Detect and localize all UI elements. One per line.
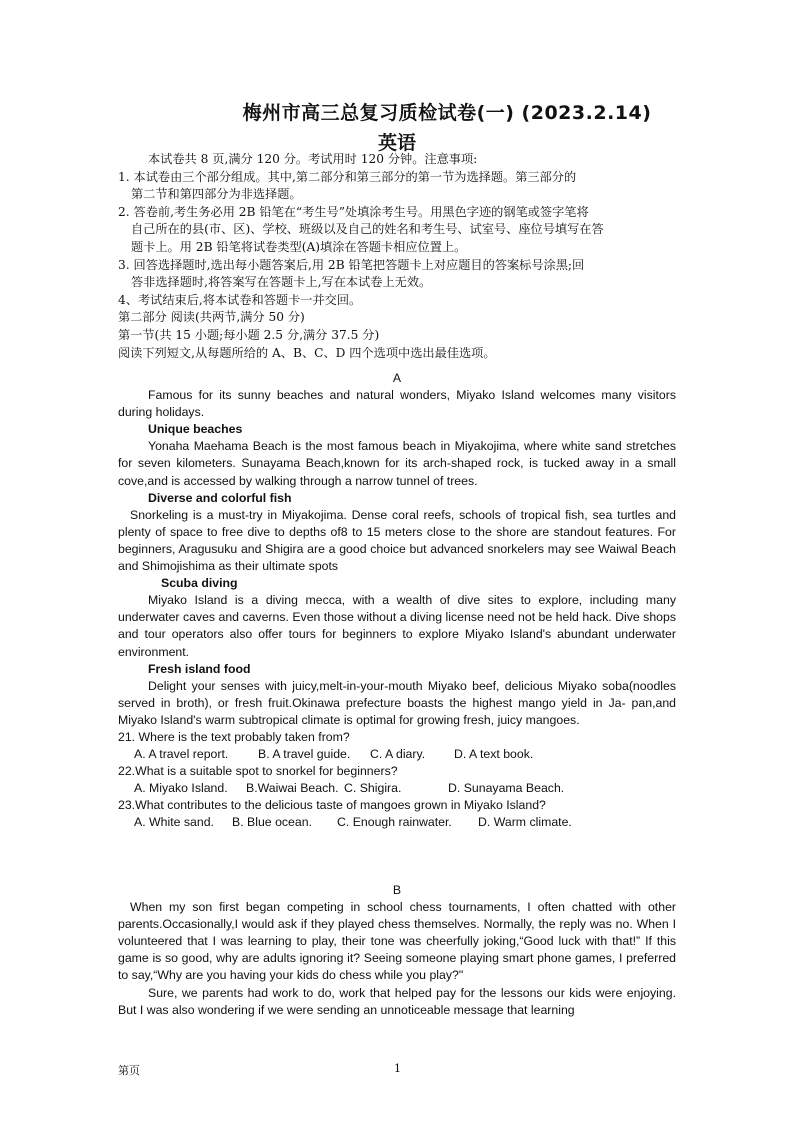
passage-label-b: B	[392, 883, 402, 897]
instruction-item-3-cont: 答非选择题时,将答案写在答题卡上,写在本试卷上无效。	[131, 275, 432, 290]
question-22-options	[118, 780, 676, 797]
instruction-item-2-cont2: 题卡上。用 2B 铅笔将试卷类型(A)填涂在答题卡相应位置上。	[131, 239, 467, 254]
footer-label: 第页	[118, 1064, 140, 1077]
option: A. White sand.	[134, 815, 214, 830]
reading-directions: 阅读下列短文,从每题所给的 A、B、C、D 四个选项中选出最佳选项。	[118, 345, 496, 360]
option: B. Blue ocean.	[232, 815, 312, 830]
passage-label-a: A	[392, 371, 402, 385]
passage-b-paragraph-1: When my son first began competing in school chess tournaments, I often chatted with other parents.Occasionally,I would ask if they played chess themselves. Normally, the reply was no. When I volunteered that I was learning to play, their tone was cheerfully joking,“Good luck with that!” If this game is so good, why are adults ignoring it? Seeing someone playing smart phone games, I preferred to say,“Why are you having your kids do chess while you play?"	[118, 900, 676, 983]
instruction-item-1-cont: 第二节和第四部分为非选择题。	[131, 187, 302, 202]
option: A. A travel report.	[134, 747, 229, 762]
instruction-item-3: 3. 回答选择题时,选出每小题答案后,用 2B 铅笔把答题卡上对应题目的答案标号涂黑;回	[118, 257, 585, 272]
instructions-intro: 本试卷共 8 页,满分 120 分。考试用时 120 分钟。注意事项:	[148, 152, 478, 166]
section-heading-diving: Scuba diving	[161, 576, 238, 591]
paragraph-fish: Snorkeling is a must-try in Miyakojima. Dense coral reefs, schools of tropical fish, sea turtles and plenty of space to free dive to depths of8 to 15 meters close to the shore are standout features. For beginners, Aragusuku and Shigira are a good choice but advanced snorkelers may see Waiwal Beach and Shimojishima as their ultimate spots	[118, 507, 676, 574]
paragraph-diving: Miyako Island is a diving mecca, with a wealth of dive sites to explore, including many underwater caves and caverns. Even those without a diving license need not be held hack. Dive shops and tour operators also offer tours for beginners to explore Miyako Island's abundant underwater environment.	[118, 593, 676, 659]
option: B.Waiwai Beach.	[246, 781, 339, 796]
option: D. A text book.	[454, 747, 534, 762]
option: C. A diary.	[370, 747, 426, 762]
option: C. Shigira.	[344, 781, 402, 796]
option: C. Enough rainwater.	[337, 815, 452, 830]
option: B. A travel guide.	[258, 747, 351, 762]
paragraph-beaches: Yonaha Maehama Beach is the most famous beach in Miyakojima, where white sand stretches for seven kilometers. Sunayama Beach,known for its arch-shaped rock, is tucked away in a small cove,and is accessed by walking through a narrow tunnel of trees.	[118, 439, 676, 488]
instruction-item-2-cont: 自己所在的县(市、区)、学校、班级以及自己的姓名和考生号、试室号、座位号填写在答	[131, 222, 604, 237]
question-23: 23.What contributes to the delicious taste of mangoes grown in Miyako Island?	[118, 798, 546, 813]
passage-a	[118, 370, 676, 832]
passage-b-paragraph-2: Sure, we parents had work to do, work that helped pay for the lessons our kids were enjoying. But I was also wondering if we were sending an unnoticeable message that learning	[118, 985, 676, 1017]
page-number: 1	[394, 1062, 401, 1075]
section-heading: 第一节(共 15 小题;每小题 2.5 分,满分 37.5 分)	[118, 327, 380, 342]
question-21: 21. Where is the text probably taken from?	[118, 729, 350, 744]
passage-a-intro: Famous for its sunny beaches and natural wonders, Miyako Island welcomes many visitors during holidays.	[118, 388, 676, 420]
section-heading-food: Fresh island food	[148, 661, 251, 676]
passage-b	[118, 882, 676, 1019]
instruction-item-2: 2. 答卷前,考生务必用 2B 铅笔在“考生号”处填涂考生号。用黑色字迹的钢笔或签字笔将	[118, 204, 589, 219]
question-23-options	[118, 814, 676, 831]
subject-title: 英语	[377, 132, 416, 154]
option: D. Warm climate.	[478, 815, 572, 830]
option: A. Miyako Island.	[134, 781, 228, 796]
part-heading: 第二部分 阅读(共两节,满分 50 分)	[118, 310, 305, 325]
option: D. Sunayama Beach.	[448, 781, 565, 796]
page-title: 梅州市高三总复习质检试卷(一) (2023.2.14)	[242, 102, 652, 124]
instruction-item-4: 4、考试结束后,将本试卷和答题卡一并交回。	[118, 292, 362, 307]
question-21-options	[118, 746, 676, 763]
question-22: 22.What is a suitable spot to snorkel for beginners?	[118, 764, 398, 779]
section-heading-fish: Diverse and colorful fish	[148, 490, 292, 505]
paragraph-food: Delight your senses with juicy,melt-in-your-mouth Miyako beef, delicious Miyako soba(noodles served in broth), or fresh fruit.Okinawa prefecture boasts the highest mango yield in Ja- pan,and Miyako Island's warm subtropical climate is optimal for growing fresh, juicy mangoes.	[118, 678, 676, 727]
instruction-item-1: 1. 本试卷由三个部分组成。其中,第二部分和第三部分的第一节为选择题。第三部分的	[118, 169, 577, 184]
section-heading-beaches: Unique beaches	[148, 422, 243, 437]
instructions	[118, 151, 690, 362]
